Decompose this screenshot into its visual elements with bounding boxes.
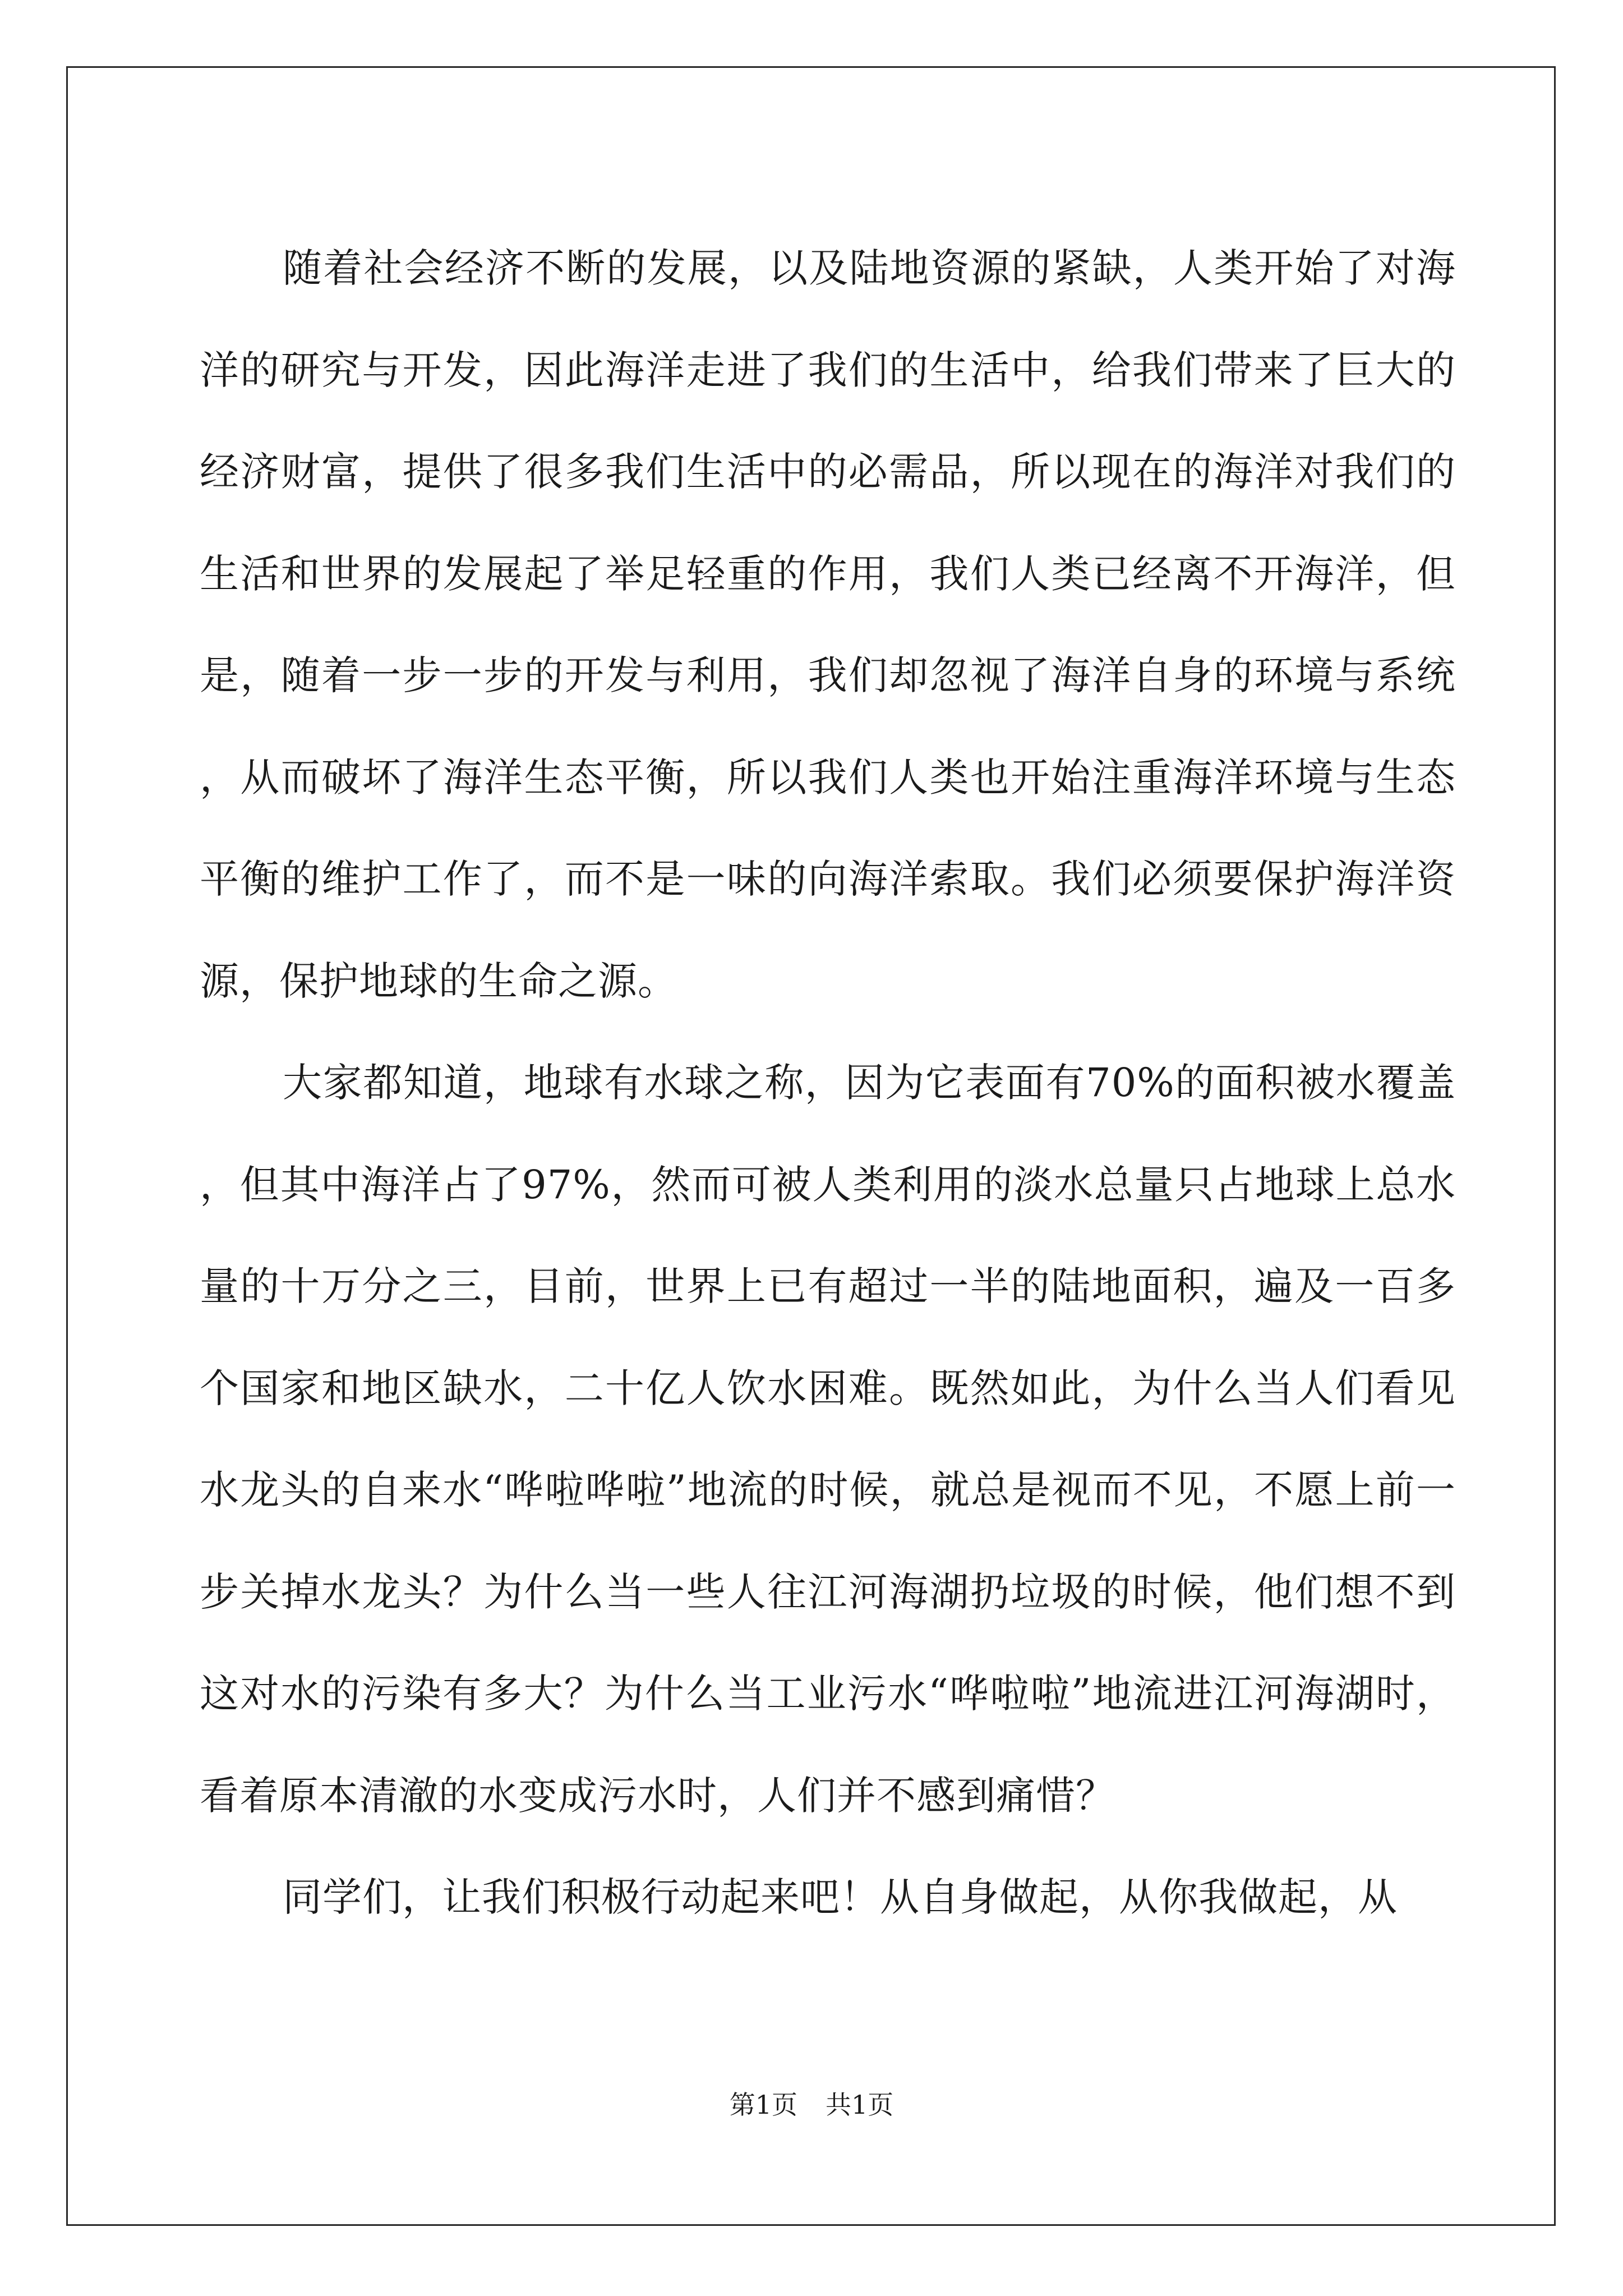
paragraph: 随着社会经济不断的发展，以及陆地资源的紧缺，人类开始了对海洋的研究与开发，因此海洋走进了我们的生活中，给我们带来了巨大的经济财富，提供了很多我们生活中的必需品，所以现在的海洋对我们的生活和世界的发展起了举足轻重的作用，我们人类已经离不开海洋，但是，随着一步一步的开发与利用，我们却忽视了海洋自身的环境与系统，从而破坏了海洋生态平衡，所以我们人类也开始注重海洋环境与生态平衡的维护工作了，而不是一味的向海洋索取。我们必须要保护海洋资源，保护地球的生命之源。 bbox=[200, 245, 1456, 1004]
paragraph: 同学们，让我们积极行动起来吧！从自身做起，从你我做起，从 bbox=[283, 1874, 1398, 1920]
page-footer bbox=[0, 2088, 1623, 2122]
page-number: 第1页 bbox=[729, 2090, 797, 2120]
page-total: 共1页 bbox=[826, 2090, 894, 2120]
document-body bbox=[200, 218, 1456, 1949]
paragraph: 大家都知道，地球有水球之称，因为它表面有70%的面积被水覆盖，但其中海洋占了97%，然而可被人类利用的淡水总量只占地球上总水量的十万分之三，目前，世界上已有超过一半的陆地面积，遍及一百多个国家和地区缺水，二十亿人饮水困难。既然如此，为什么当人们看见水龙头的自来水“哗啦哗啦”地流的时候，就总是视而不见，不愿上前一步关掉水龙头？为什么当一些人往江河海湖扔垃圾的时候，他们想不到这对水的污染有多大？为什么当工业污水“哗啦啦”地流进江河海湖时，看着原本清澈的水变成污水时，人们并不感到痛惜？ bbox=[200, 1060, 1456, 1819]
